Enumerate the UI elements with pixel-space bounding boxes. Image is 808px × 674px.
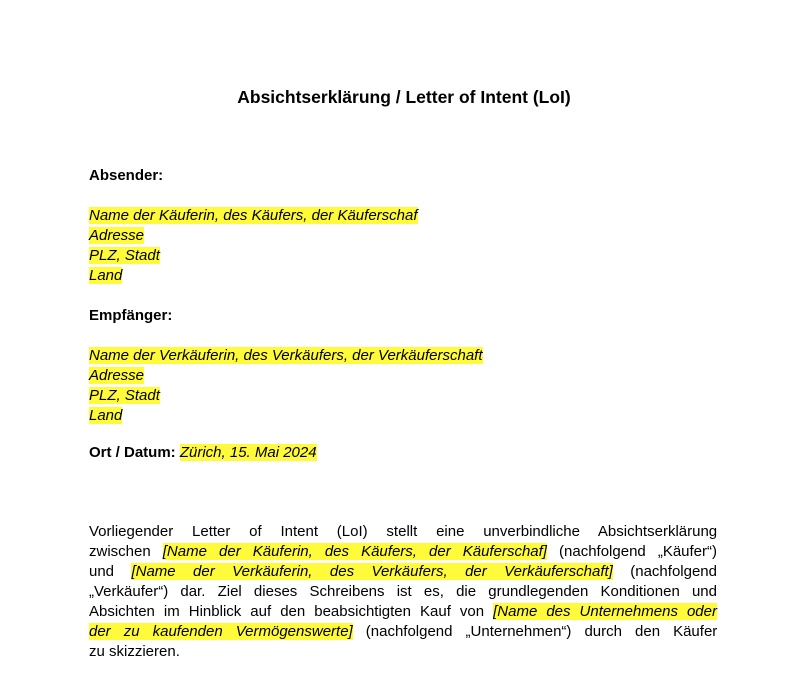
sender-city-line [89,246,418,266]
paragraph-text-7: zu skizzieren. [89,643,180,660]
sender-city: PLZ, Stadt [89,247,160,264]
recipient-heading: Empfänger: [89,307,173,324]
sender-heading: Absender: [89,167,164,184]
sender-name-line [89,206,418,226]
recipient-address-block [89,346,483,426]
paragraph-text-3b: (nachfolgend [612,563,717,580]
recipient-country: Land [89,407,123,424]
recipient-address: Adresse [89,367,145,384]
intro-paragraph [89,522,717,662]
recipient-city-line [89,386,483,406]
company-placeholder-part2: der zu kaufenden Vermögenswerte] [89,623,353,640]
place-date-line [89,443,317,463]
recipient-name: Name der Verkäuferin, des Verkäufers, der Verkäuferschaft [89,347,483,364]
paragraph-text-2b: (nachfolgend „Käufer“) [546,543,718,560]
recipient-name-line [89,346,483,366]
paragraph-text-4: „Verkäufer“) dar. Ziel dieses Schreibens ist es, die grundlegenden Konditionen und [89,583,717,600]
place-date-value: Zürich, 15. Mai 2024 [179,444,317,461]
paragraph-line-5 [89,602,717,622]
paragraph-text-6b: (nachfolgend „Unternehmen“) durch den Käufer [352,623,718,640]
paragraph-line-3 [89,562,717,582]
recipient-address-line [89,366,483,386]
sender-name: Name der Käuferin, des Käufers, der Käuferschaf [89,207,418,224]
place-date-label: Ort / Datum: [89,444,176,461]
paragraph-text-2a: zwischen [89,543,163,560]
buyer-placeholder: [Name der Käuferin, des Käufers, der Käuferschaf] [162,543,547,560]
seller-placeholder: [Name der Verkäuferin, des Verkäufers, der Verkäuferschaft] [131,563,613,580]
sender-address: Adresse [89,227,145,244]
paragraph-text-1: Vorliegender Letter of Intent (LoI) stellt eine unverbindliche Absichtserklärung [89,523,718,540]
recipient-country-line [89,406,483,426]
paragraph-line-1 [89,522,717,542]
paragraph-text-3a: und [89,563,132,580]
document-title: Absichtserklärung / Letter of Intent (LoI) [237,87,571,107]
paragraph-line-2 [89,542,717,562]
sender-country-line [89,266,418,286]
recipient-city: PLZ, Stadt [89,387,160,404]
sender-country: Land [89,267,123,284]
paragraph-text-5a: Absichten im Hinblick auf den beabsichtigten Kauf von [89,603,494,620]
company-placeholder-part1: [Name des Unternehmens oder [493,603,717,620]
paragraph-line-4 [89,582,717,602]
paragraph-line-7 [89,642,717,662]
paragraph-line-6 [89,622,717,642]
sender-address-block [89,206,418,286]
sender-address-line [89,226,418,246]
